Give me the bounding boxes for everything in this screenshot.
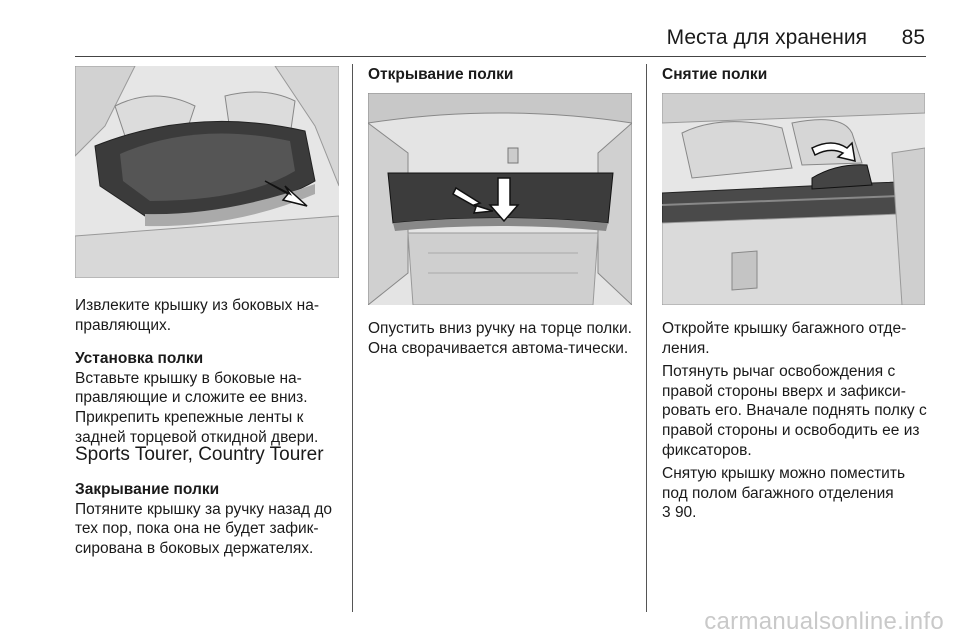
removal-title: Снятие полки xyxy=(662,66,768,83)
figure-shelf-opening xyxy=(368,93,632,305)
left-text-block xyxy=(75,296,347,457)
figure-cover-removal xyxy=(75,66,339,278)
close-text: Потяните крышку за ручку назад до тех пор, пока она не будет зафик-сирована в боковых держателях. xyxy=(75,500,333,557)
watermark: carmanualsonline.info xyxy=(704,608,944,635)
store-cover-sentence: Снятую крышку можно поместить под полом багажного отделения xyxy=(662,465,906,502)
removal-instruction: Извлеките крышку из боковых на-правляющих. xyxy=(75,297,319,334)
install-title: Установка полки xyxy=(75,350,204,368)
page-title: Места для хранения xyxy=(666,26,867,49)
column-divider-2 xyxy=(646,64,647,612)
page-number: 85 xyxy=(901,26,925,49)
figure-shelf-removal xyxy=(662,93,925,305)
release-lever-text: Потянуть рычаг освобождения с правой стороны вверх и зафикси-ровать его. Вначале поднять полку с правой стороны и освободить ее из фиксаторов. xyxy=(662,363,927,459)
open-trunk-text: Откройте крышку багажного отде-ления. xyxy=(662,320,907,357)
page-reference-icon: 3 xyxy=(662,504,671,522)
opening-text: Опустить вниз ручку на торце полки. Она сворачивается автома-тически. xyxy=(368,320,632,357)
right-text-block xyxy=(662,319,930,533)
install-text: Вставьте крышку в боковые на-правляющие и сложите ее вниз. Прикрепить крепежные ленты к задней торцевой откидной двери. xyxy=(75,369,319,446)
page-header xyxy=(75,26,925,54)
install-section xyxy=(75,349,347,447)
column-divider-1 xyxy=(352,64,353,612)
close-title: Закрывание полки xyxy=(75,481,220,498)
close-section xyxy=(75,480,347,558)
header-divider xyxy=(75,56,926,57)
store-cover-text xyxy=(662,464,930,523)
model-heading: Sports Tourer, Country Tourer xyxy=(75,444,324,465)
page-reference-link[interactable]: 90. xyxy=(674,504,697,522)
opening-title: Открывание полки xyxy=(368,66,514,83)
